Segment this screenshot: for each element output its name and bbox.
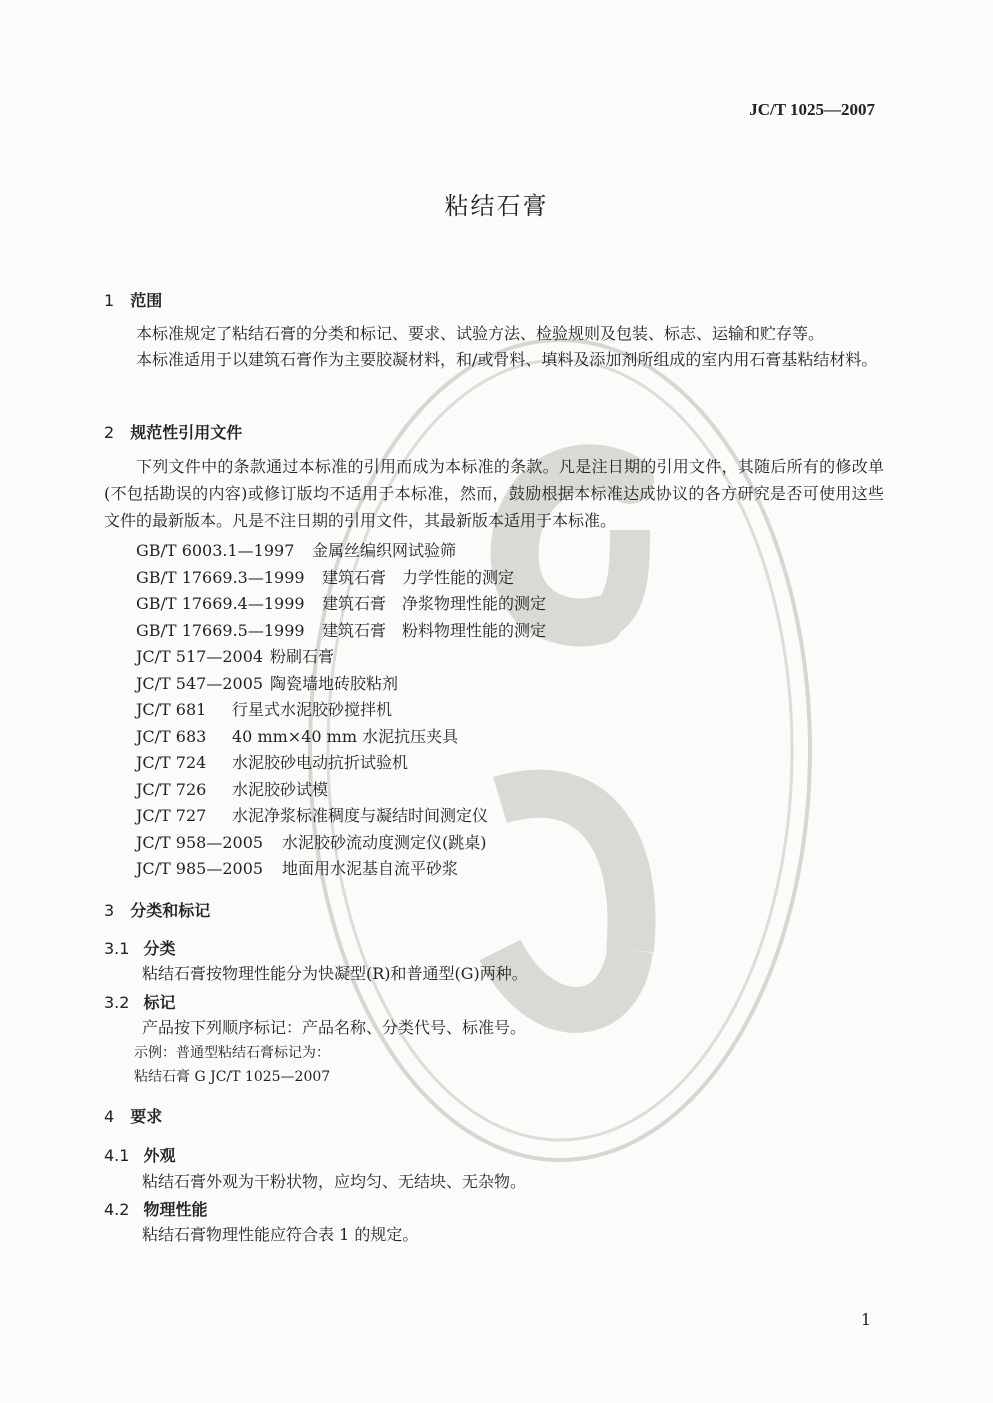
section-number: 3.1 xyxy=(104,939,130,958)
reference-item xyxy=(136,697,392,720)
reference-code: JC/T 958—2005 xyxy=(136,832,264,852)
section-2-heading xyxy=(104,420,242,443)
reference-title: 建筑石膏 力学性能的测定 xyxy=(322,567,515,587)
section-number: 1 xyxy=(104,291,115,310)
reference-item xyxy=(136,724,458,747)
reference-item xyxy=(136,538,456,561)
reference-item xyxy=(136,777,328,800)
section-title: 要求 xyxy=(130,1107,163,1126)
section-number: 4.2 xyxy=(104,1200,130,1219)
reference-title: 金属丝编织网试验筛 xyxy=(312,541,457,560)
reference-title: 水泥胶砂电动抗折试验机 xyxy=(232,753,409,772)
reference-title: 40 mm×40 mm 水泥抗压夹具 xyxy=(232,726,459,746)
section-number: 3 xyxy=(104,901,115,920)
paragraph: 粘结石膏物理性能应符合表 1 的规定。 xyxy=(142,1225,419,1244)
reference-code: JC/T 985—2005 xyxy=(136,859,264,878)
reference-item xyxy=(136,618,546,641)
section-1-heading xyxy=(104,288,162,311)
section-number: 3.2 xyxy=(104,993,130,1012)
subsection-4-2-heading xyxy=(104,1197,207,1220)
reference-code: JC/T 681 xyxy=(136,700,207,719)
reference-item xyxy=(136,803,488,826)
reference-item xyxy=(136,591,546,614)
section-title: 分类 xyxy=(143,939,176,958)
reference-item xyxy=(136,830,487,853)
reference-item xyxy=(136,750,408,773)
section-title: 分类和标记 xyxy=(130,901,211,920)
reference-title: 水泥胶砂流动度测定仪(跳桌) xyxy=(282,832,487,852)
paragraph: 粘结石膏按物理性能分为快凝型(R)和普通型(G)两种。 xyxy=(142,964,528,983)
reference-title: 水泥胶砂试模 xyxy=(232,779,329,799)
reference-title: 地面用水泥基自流平砂浆 xyxy=(282,859,459,878)
section-title: 标记 xyxy=(143,993,176,1012)
subsection-3-1-heading xyxy=(104,936,175,959)
section-title: 物理性能 xyxy=(143,1200,208,1219)
paragraph: 粘结石膏外观为干粉状物，应均匀、无结块、无杂物。 xyxy=(142,1172,527,1191)
paragraph: 本标准适用于以建筑石膏作为主要胶凝材料，和/或骨料、填料及添加剂所组成的室内用石膏基粘结材料。 xyxy=(136,350,878,369)
reference-item xyxy=(136,671,398,694)
page-title: 粘结石膏 xyxy=(444,192,549,220)
example-text: 粘结石膏 G JC/T 1025—2007 xyxy=(134,1069,331,1085)
reference-title: 建筑石膏 净浆物理性能的测定 xyxy=(322,594,547,613)
paragraph: 下列文件中的条款通过本标准的引用而成为本标准的条款。凡是注日期的引用文件，其随后所有的修改单(不包括勘误的内容)或修订版均不适用于本标准，然而，鼓励根据本标准达成协议的各方研究是否可使用这些文件的最新版本。凡是不注日期的引用文件，其最新版本适用于本标准。 xyxy=(104,457,884,530)
section-title: 规范性引用文件 xyxy=(130,423,243,442)
section-4-heading xyxy=(104,1104,162,1127)
section-number: 4.1 xyxy=(104,1146,130,1165)
reference-code: GB/T 17669.4—1999 xyxy=(136,594,305,613)
reference-item xyxy=(136,565,514,588)
reference-item xyxy=(136,856,458,879)
section-number: 4 xyxy=(104,1107,115,1126)
reference-code: JC/T 517—2004 xyxy=(136,647,264,666)
reference-code: JC/T 724 xyxy=(136,753,207,772)
section-number: 2 xyxy=(104,423,115,442)
reference-item xyxy=(136,644,334,667)
reference-code: JC/T 547—2005 xyxy=(136,673,264,693)
reference-title: 建筑石膏 粉料物理性能的测定 xyxy=(322,620,547,640)
reference-code: JC/T 683 xyxy=(136,726,207,746)
reference-title: 粉刷石膏 xyxy=(270,647,335,666)
section-title: 外观 xyxy=(143,1146,176,1165)
reference-code: JC/T 727 xyxy=(136,806,207,825)
reference-code: JC/T 726 xyxy=(136,779,207,799)
reference-title: 陶瓷墙地砖胶粘剂 xyxy=(270,673,399,693)
paragraph: 产品按下列顺序标记：产品名称、分类代号、标准号。 xyxy=(142,1018,527,1037)
paragraph: 本标准规定了粘结石膏的分类和标记、要求、试验方法、检验规则及包装、标志、运输和贮存等。 xyxy=(136,324,825,343)
reference-title: 水泥净浆标准稠度与凝结时间测定仪 xyxy=(232,806,489,825)
subsection-4-1-heading xyxy=(104,1143,175,1166)
section-title: 范围 xyxy=(130,291,163,310)
reference-code: GB/T 17669.5—1999 xyxy=(136,620,305,640)
reference-title: 行星式水泥胶砂搅拌机 xyxy=(232,700,393,719)
reference-code: GB/T 6003.1—1997 xyxy=(136,541,295,560)
page-number: 1 xyxy=(860,1310,871,1329)
section-3-heading xyxy=(104,898,210,921)
reference-code: GB/T 17669.3—1999 xyxy=(136,567,305,587)
example-label: 示例：普通型粘结石膏标记为： xyxy=(134,1045,330,1061)
subsection-3-2-heading xyxy=(104,990,175,1013)
standard-code-header: JC/T 1025—2007 xyxy=(749,100,875,119)
